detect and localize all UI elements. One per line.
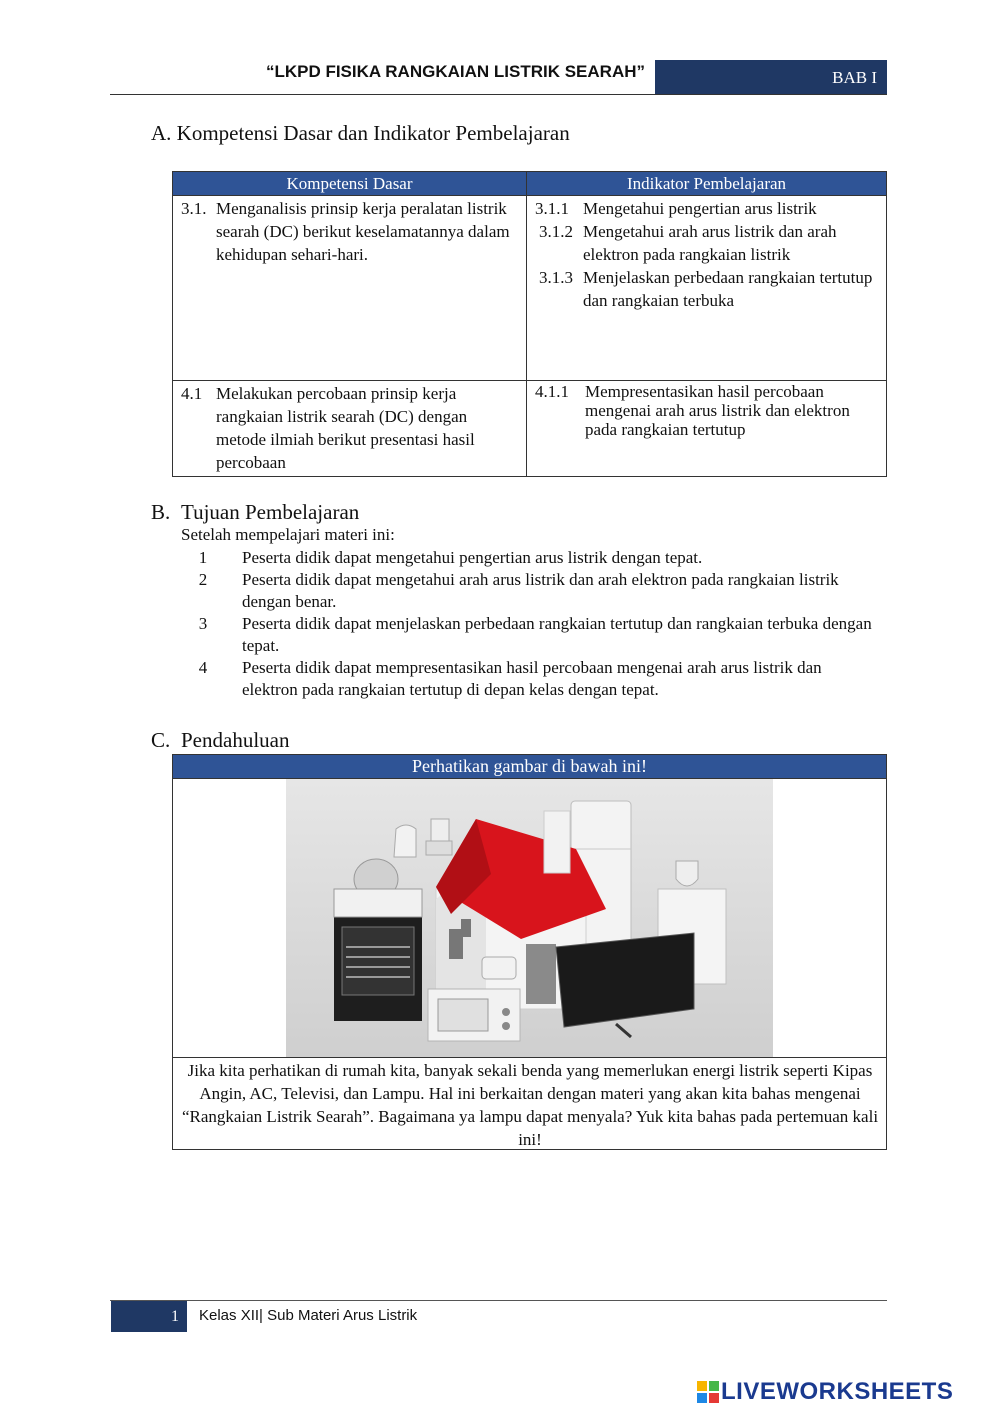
item-number: 1: [198, 548, 208, 567]
item-number: 2: [198, 570, 208, 589]
indicator-text: Mempresentasikan hasil percobaan mengenai arah arus listrik dan elektron pada rangkaian tertutup: [585, 382, 850, 439]
competency-table-header: [173, 172, 887, 196]
list-item: [181, 613, 881, 657]
footer-divider: [110, 1300, 887, 1301]
section-b-label: B.: [151, 500, 171, 524]
indicator-text: Menjelaskan perbedaan rangkaian tertutup dan rangkaian terbuka: [583, 268, 873, 310]
header-divider: [110, 94, 887, 95]
header-indikator: Indikator Pembelajaran: [527, 172, 887, 196]
item-text: Peserta didik dapat mempresentasikan hasil percobaan mengenai arah arus listrik dan elektron pada rangkaian tertutup di depan kelas dengan tepat.: [242, 658, 822, 699]
liveworksheets-watermark[interactable]: [697, 1378, 953, 1406]
kd-text: Menganalisis prinsip kerja peralatan listrik searah (DC) berikut keselamatannya dalam kehidupan sehari-hari.: [216, 199, 510, 264]
table-row: [173, 196, 887, 381]
section-c-heading: [151, 728, 289, 753]
section-a-heading: [151, 121, 570, 146]
indicator-number: 3.1.2: [539, 222, 573, 241]
page-number: 1: [171, 1307, 179, 1325]
indicator-text: Mengetahui arah arus listrik dan arah elektron pada rangkaian listrik: [583, 222, 837, 264]
section-b-heading: [151, 500, 359, 525]
list-item: [181, 569, 881, 613]
page-number-badge: [111, 1301, 187, 1332]
kd-cell: [173, 196, 527, 381]
header-kompetensi-dasar: Kompetensi Dasar: [173, 172, 527, 196]
item-text: Peserta didik dapat mengetahui arah arus listrik dan arah elektron pada rangkaian listrik dengan benar.: [242, 570, 839, 611]
objectives-intro: Setelah mempelajari materi ini:: [181, 525, 395, 544]
indicator-cell: [527, 381, 887, 477]
section-c-label: C.: [151, 728, 171, 752]
introduction-separator: [172, 1057, 887, 1058]
objectives-list: [181, 547, 881, 701]
document-title: “LKPD FISIKA RANGKAIAN LISTRIK SEARAH”: [265, 62, 645, 81]
list-item: [181, 547, 881, 569]
liveworksheets-logo-icon: [697, 1381, 719, 1403]
footer-text: Kelas XII| Sub Materi Arus Listrik: [199, 1307, 418, 1324]
item-text: Peserta didik dapat mengetahui pengertian arus listrik dengan tepat.: [242, 548, 703, 567]
table-row: [173, 381, 887, 477]
section-c-title: Pendahuluan: [181, 728, 290, 752]
chapter-badge: [655, 60, 887, 95]
indicator-cell: [527, 196, 887, 381]
list-item: [181, 657, 881, 701]
introduction-paragraph: Jika kita perhatikan di rumah kita, banyak sekali benda yang memerlukan energi listrik seperti Kipas Angin, AC, Televisi, dan Lampu. Hal ini berkaitan dengan materi yang akan kita bahas mengenai “Rangkaian Listrik Searah”. Bagaimana ya lampu dapat menyala? Yuk kita bahas pada pertemuan kali ini!: [181, 1061, 879, 1149]
kd-number: 3.1.: [181, 199, 207, 218]
item-number: 3: [198, 614, 208, 633]
watermark-text: LIVEWORKSHEETS: [721, 1378, 954, 1405]
kd-text: Melakukan percobaan prinsip kerja rangkaian listrik searah (DC) dengan metode ilmiah berikut presentasi hasil percobaan: [216, 384, 475, 472]
kd-number: 4.1: [181, 384, 203, 403]
house-appliances-image: [286, 779, 773, 1057]
section-a-label: A.: [151, 121, 172, 145]
kd-cell: [173, 381, 527, 477]
section-b-title: Tujuan Pembelajaran: [181, 500, 360, 524]
item-text: Peserta didik dapat menjelaskan perbedaan rangkaian tertutup dan rangkaian terbuka dengan tepat.: [242, 614, 872, 655]
indicator-number: 3.1.1: [535, 199, 569, 218]
introduction-box-title: Perhatikan gambar di bawah ini!: [173, 755, 886, 779]
competency-table: [172, 171, 887, 477]
indicator-text: Mengetahui pengertian arus listrik: [583, 199, 817, 218]
section-a-title: Kompetensi Dasar dan Indikator Pembelajaran: [176, 121, 570, 145]
indicator-number: 3.1.3: [539, 268, 573, 287]
item-number: 4: [198, 658, 208, 677]
chapter-label: BAB I: [832, 67, 877, 87]
indicator-number: 4.1.1: [535, 382, 569, 401]
